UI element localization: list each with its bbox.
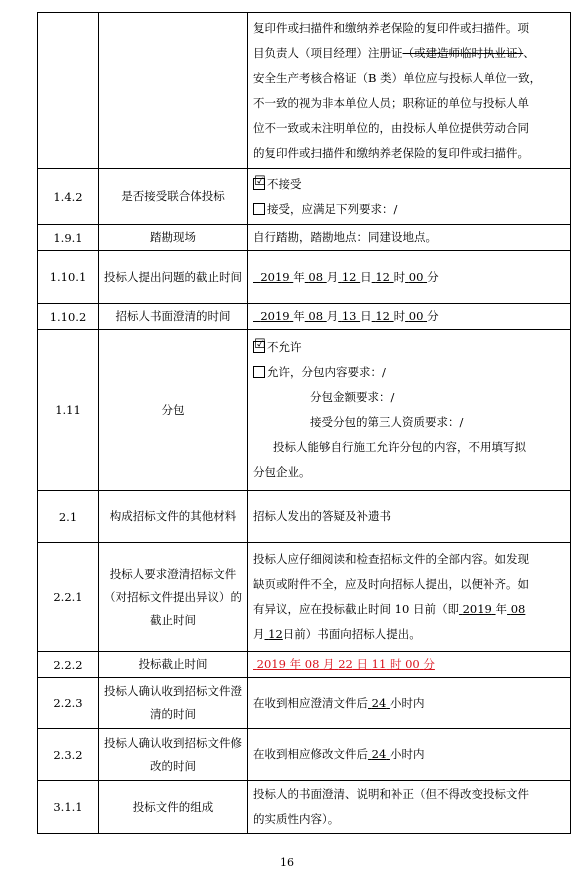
clause-content-cell <box>248 13 571 169</box>
option-line <box>253 360 565 385</box>
clause-content-cell <box>248 330 571 491</box>
clause-content: 招标人发出的答疑及补遗书 <box>248 491 571 543</box>
unit-label: 月 <box>323 657 335 671</box>
minute-text: 00 <box>405 657 420 671</box>
hour-value <box>372 270 394 284</box>
year-value <box>253 309 293 323</box>
table-row <box>38 491 571 543</box>
option-label: 接受，应满足下列要求：/ <box>267 201 398 216</box>
empty-checkbox[interactable] <box>253 203 265 215</box>
unit-label: 年 <box>495 602 508 616</box>
clause-number: 3.1.1 <box>38 781 99 834</box>
content-text: 在收到相应修改文件后 <box>253 747 368 761</box>
day-text: 13 <box>341 309 357 323</box>
clause-item-cell <box>99 13 248 169</box>
unit-label: 日 <box>360 309 372 323</box>
content-line: 投标人的书面澄清、说明和补正（但不得改变投标文件 <box>253 787 529 801</box>
year-value <box>253 657 435 671</box>
clause-number-cell <box>38 13 99 169</box>
clause-number: 1.10.1 <box>38 251 99 304</box>
unit-label: 分 <box>427 269 439 284</box>
month-value <box>507 602 525 616</box>
checkmark-icon: ☑ <box>254 173 266 189</box>
table-row <box>38 330 571 491</box>
content-line <box>253 597 565 622</box>
checkmark-icon: ☑ <box>254 337 266 352</box>
clause-item: 投标人提出问题的截止时间 <box>99 251 248 304</box>
table-row <box>38 304 571 330</box>
option-label: 不接受 <box>267 176 302 191</box>
content-line: 缺页或附件不全，应及时向招标人提出，以便补齐。如 <box>253 577 529 591</box>
hour-text: 12 <box>375 309 390 323</box>
day-text: 12 <box>341 269 357 284</box>
subcontract-note: 投标人能够自行施工允许分包的内容，不用填写拟 <box>273 440 526 454</box>
clause-item: 投标截止时间 <box>99 652 248 678</box>
year-value <box>253 270 293 284</box>
unit-label: 日 <box>356 657 368 671</box>
content-line: 的实质性内容）。 <box>253 812 340 826</box>
clause-item: 是否接受联合体投标 <box>99 169 248 225</box>
subcontract-qualification: 接受分包的第三人资质要求：/ <box>310 415 464 429</box>
clause-item: 投标文件的组成 <box>99 781 248 834</box>
option-label: 允许，分包内容要求：/ <box>267 365 386 379</box>
option-line <box>253 197 565 222</box>
option-line <box>253 172 565 197</box>
clause-item: 招标人书面澄清的时间 <box>99 304 248 330</box>
table-row <box>38 225 571 251</box>
content-line: 投标人应仔细阅读和检查招标文件的全部内容。如发现 <box>253 552 529 566</box>
content-text: 在收到相应澄清文件后 <box>253 695 368 710</box>
minute-text: 00 <box>408 309 424 323</box>
subcontract-amount: 分包金额要求：/ <box>310 390 395 404</box>
day-value <box>338 270 360 284</box>
clause-number: 2.3.2 <box>38 729 99 781</box>
clause-item: 投标人确认收到招标文件修改的时间 <box>99 729 248 781</box>
clause-item: 投标人要求澄清招标文件（对招标文件提出异议）的截止时间 <box>99 543 248 652</box>
table-row <box>38 678 571 729</box>
table-row <box>38 652 571 678</box>
bid-deadline-datetime <box>248 652 571 678</box>
deadline-datetime <box>248 251 571 304</box>
clause-number: 2.2.2 <box>38 652 99 678</box>
unit-label: 时 <box>389 657 402 671</box>
table-row <box>38 729 571 781</box>
month-value <box>305 309 327 323</box>
page-number: 16 <box>280 856 294 869</box>
clause-content-cell <box>248 781 571 834</box>
day-value <box>265 627 283 641</box>
content-text: 小时内 <box>389 747 425 761</box>
option-line <box>253 335 565 360</box>
checked-checkbox[interactable] <box>253 337 266 353</box>
day-text: 22 <box>338 657 353 671</box>
clause-item: 构成招标文件的其他材料 <box>99 491 248 543</box>
day-text: 12 <box>268 627 283 641</box>
month-value <box>305 270 327 284</box>
clause-number: 2.2.3 <box>38 678 99 729</box>
month-text: 08 <box>308 309 324 323</box>
hours-value <box>368 747 390 761</box>
clause-number: 1.10.2 <box>38 304 99 330</box>
bid-data-table <box>37 12 571 834</box>
hour-text: 12 <box>375 269 390 284</box>
table-row <box>38 781 571 834</box>
clause-number: 2.1 <box>38 491 99 543</box>
content-line <box>253 41 565 66</box>
minute-value <box>405 309 427 323</box>
content-line <box>253 622 565 647</box>
clause-content-cell <box>248 169 571 225</box>
clause-content: 自行踏勘，踏勘地点：同建设地点。 <box>248 225 571 251</box>
hour-text: 11 <box>371 657 387 671</box>
clause-content-cell <box>248 729 571 781</box>
month-text: 08 <box>304 657 320 671</box>
content-text: 小时内 <box>389 695 425 710</box>
table-row <box>38 169 571 225</box>
unit-label: 年 <box>293 269 305 284</box>
clause-content-cell <box>248 678 571 729</box>
minute-value <box>405 270 427 284</box>
table-row <box>38 13 571 169</box>
year-text: 2019 <box>256 657 286 671</box>
unit-label: 分 <box>423 657 435 671</box>
content-line: 位不一致或未注明单位的，由投标人单位提供劳动合同 <box>253 120 529 135</box>
table-row <box>38 251 571 304</box>
minute-text: 00 <box>408 269 424 284</box>
unit-label: 月 <box>326 269 339 284</box>
month-text: 08 <box>308 269 324 284</box>
unit-label: 月 <box>326 309 339 323</box>
unit-label: 时 <box>393 269 406 284</box>
struck-text: （或建造师临时执业证） <box>402 45 524 60</box>
clause-number: 1.9.1 <box>38 225 99 251</box>
hours-text: 24 <box>371 747 387 761</box>
option-label: 不允许 <box>267 340 302 354</box>
clause-item: 分包 <box>99 330 248 491</box>
hour-value <box>372 309 394 323</box>
month-text: 08 <box>510 602 526 616</box>
year-text: 2019 <box>260 269 290 284</box>
unit-label: 日 <box>360 269 372 284</box>
clause-item: 踏勘现场 <box>99 225 248 251</box>
checked-checkbox[interactable] <box>253 173 266 190</box>
content-text: 有异议，应在投标截止时间 10 日前（即 <box>253 602 459 616</box>
unit-label: 分 <box>427 309 439 323</box>
content-text: 日前）书面向招标人提出。 <box>282 627 421 641</box>
content-line: 不一致的视为非本单位人员；职称证的单位与投标人单 <box>253 95 529 110</box>
hours-text: 24 <box>371 695 387 710</box>
clarification-datetime <box>248 304 571 330</box>
unit-label: 月 <box>253 627 265 641</box>
content-line: 安全生产考核合格证（B 类）单位应与投标人单位一致， <box>253 70 542 85</box>
subcontract-note: 分包企业。 <box>253 465 311 479</box>
year-text: 2019 <box>260 309 290 323</box>
year-value <box>459 602 496 616</box>
clause-number: 1.11 <box>38 330 99 491</box>
day-value <box>338 309 360 323</box>
content-text: 、 <box>523 45 535 60</box>
hours-value <box>368 696 390 710</box>
year-text: 2019 <box>462 602 492 616</box>
clause-number: 2.2.1 <box>38 543 99 652</box>
clause-number: 1.4.2 <box>38 169 99 225</box>
unit-label: 年 <box>293 309 305 323</box>
clause-content-cell <box>248 543 571 652</box>
clause-item: 投标人确认收到招标文件澄清的时间 <box>99 678 248 729</box>
content-text: 目负责人（项目经理）注册证 <box>253 45 403 60</box>
empty-checkbox[interactable] <box>253 366 265 378</box>
content-line: 复印件或扫描件和缴纳养老保险的复印件或扫描件。项 <box>253 20 529 35</box>
unit-label: 年 <box>289 657 302 671</box>
content-line: 的复印件或扫描件和缴纳养老保险的复印件或扫描件。 <box>253 145 529 160</box>
table-row <box>38 543 571 652</box>
unit-label: 时 <box>393 309 406 323</box>
